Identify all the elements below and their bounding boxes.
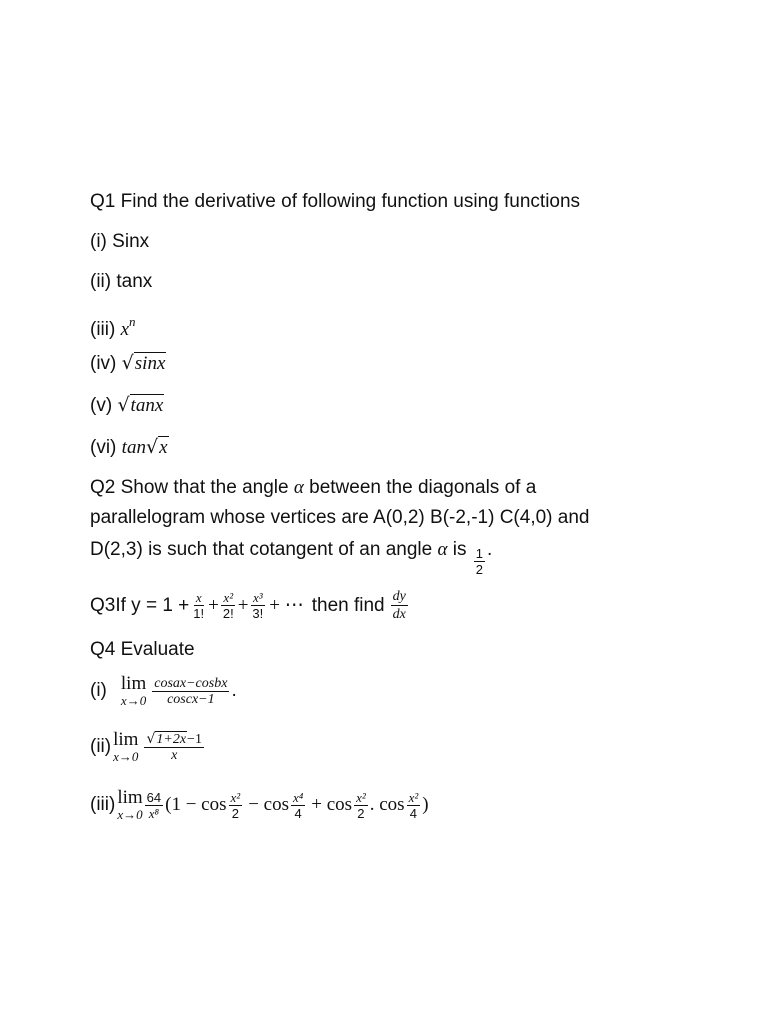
term-1 xyxy=(191,590,206,621)
numerator: x² xyxy=(356,789,366,805)
part-label: (ii) xyxy=(90,736,112,757)
plus-sign: + xyxy=(208,594,219,616)
item-expr: tanx xyxy=(116,271,153,292)
numerator: x² xyxy=(223,590,234,605)
item-base: x xyxy=(120,319,130,340)
item-label: (v) xyxy=(90,395,113,416)
arg-fraction-4 xyxy=(407,790,421,821)
q1-item-iv xyxy=(90,352,166,376)
plus-cos: + cos xyxy=(311,794,353,815)
minus-cos: − cos xyxy=(248,794,289,815)
derivative-dy-dx xyxy=(391,588,408,623)
item-prefix: tan xyxy=(121,437,146,458)
q2-line-1 xyxy=(90,476,536,500)
radicand: tanx xyxy=(130,395,164,416)
q2-line-3 xyxy=(90,538,492,577)
radical-sign: √ xyxy=(146,731,156,747)
radical-sign: √ xyxy=(117,394,130,416)
q1-item-i xyxy=(90,230,149,254)
q2-text: between the diagonals of a xyxy=(309,477,537,498)
item-label: (iv) xyxy=(90,353,117,374)
denominator: 2 xyxy=(231,805,239,821)
plus-sign: + xyxy=(237,594,249,616)
q1-title: Q1 Find the derivative of following function using functions xyxy=(90,191,581,212)
numerator: cosax−cosbx xyxy=(154,675,228,691)
denominator: 2 xyxy=(357,805,365,821)
item-label: (vi) xyxy=(90,437,117,458)
numerator: x² xyxy=(230,789,241,805)
numerator: x² xyxy=(408,789,419,805)
limit-fraction xyxy=(152,676,229,707)
limit-operator xyxy=(117,788,142,822)
item-label: (iii) xyxy=(90,319,116,340)
lim-word: lim xyxy=(120,673,147,694)
numerator xyxy=(144,731,204,748)
term-2 xyxy=(221,590,236,621)
q1-item-iii xyxy=(90,310,136,342)
q1-item-vi xyxy=(90,436,169,460)
denominator: x⁸ xyxy=(148,805,160,821)
denominator: 1! xyxy=(193,606,205,621)
q4-part-i xyxy=(90,674,237,708)
limit-operator xyxy=(113,730,138,764)
expr-close: ) xyxy=(422,794,429,815)
coefficient-fraction xyxy=(145,790,163,821)
numerator: 1 xyxy=(475,546,484,561)
denominator: 4 xyxy=(409,805,418,821)
sqrt-expression xyxy=(117,394,164,416)
denominator: 2 xyxy=(475,562,484,577)
lim-word: lim xyxy=(117,787,143,808)
denominator: 3! xyxy=(252,606,264,621)
denominator: coscx−1 xyxy=(167,691,215,707)
numerator-tail: −1 xyxy=(187,732,202,747)
dot-cos: . cos xyxy=(369,794,405,815)
q2-line-2: parallelogram whose vertices are A(0,2) B(-2,-1) C(4,0) and xyxy=(90,507,590,528)
q3-line xyxy=(90,588,410,623)
radicand: 1+2x xyxy=(156,732,187,747)
numerator: x³ xyxy=(252,590,263,605)
q1-item-v xyxy=(90,394,164,418)
sqrt-expression xyxy=(122,352,167,374)
item-label: (i) xyxy=(90,231,107,252)
arg-fraction-1 xyxy=(229,790,243,821)
q2-text: is xyxy=(452,539,467,560)
q3-then-text: then find xyxy=(311,594,385,616)
q3-lead: Q3If y = 1 + xyxy=(90,594,190,616)
limit-fraction xyxy=(144,731,204,763)
series-tail: + ⋯ xyxy=(269,594,304,616)
fraction-one-half xyxy=(474,546,485,577)
period: . xyxy=(231,680,237,701)
term-3 xyxy=(250,590,265,621)
q2-text: Q2 Show that the angle xyxy=(90,477,289,498)
item-exponent: n xyxy=(129,314,136,329)
numerator: dy xyxy=(392,589,406,604)
lim-subscript: x→0 xyxy=(117,807,143,822)
denominator: x xyxy=(171,748,178,763)
radicand: sinx xyxy=(134,353,166,374)
alpha-symbol: α xyxy=(437,539,448,560)
q4-title: Q4 Evaluate xyxy=(90,639,195,660)
sqrt-expression xyxy=(146,731,187,747)
q4-part-iii xyxy=(90,788,429,822)
sqrt-expression xyxy=(146,436,169,458)
denominator: 4 xyxy=(294,805,302,821)
lim-subscript: x→0 xyxy=(113,749,139,764)
denominator: dx xyxy=(392,607,406,622)
expr-open: (1 − cos xyxy=(165,794,227,815)
q1-item-ii xyxy=(90,270,152,294)
arg-fraction-3 xyxy=(354,790,368,821)
item-expr: Sinx xyxy=(112,231,150,252)
numerator: x⁴ xyxy=(292,789,304,805)
numerator: x xyxy=(195,590,202,605)
q4-part-ii xyxy=(90,730,206,764)
period: . xyxy=(487,539,493,560)
part-label: (iii) xyxy=(90,794,116,815)
lim-word: lim xyxy=(113,729,139,750)
q2-text: D(2,3) is such that cotangent of an angle xyxy=(90,539,433,560)
radicand: x xyxy=(159,437,168,458)
alpha-symbol: α xyxy=(293,477,304,498)
item-label: (ii) xyxy=(90,271,112,292)
denominator: 2! xyxy=(222,606,234,621)
lim-subscript: x→0 xyxy=(120,693,147,708)
arg-fraction-2 xyxy=(291,790,305,821)
radical-sign: √ xyxy=(145,436,159,458)
limit-operator xyxy=(121,674,146,708)
radical-sign: √ xyxy=(121,352,134,374)
numerator: 64 xyxy=(146,789,162,805)
part-label: (i) xyxy=(90,680,107,701)
